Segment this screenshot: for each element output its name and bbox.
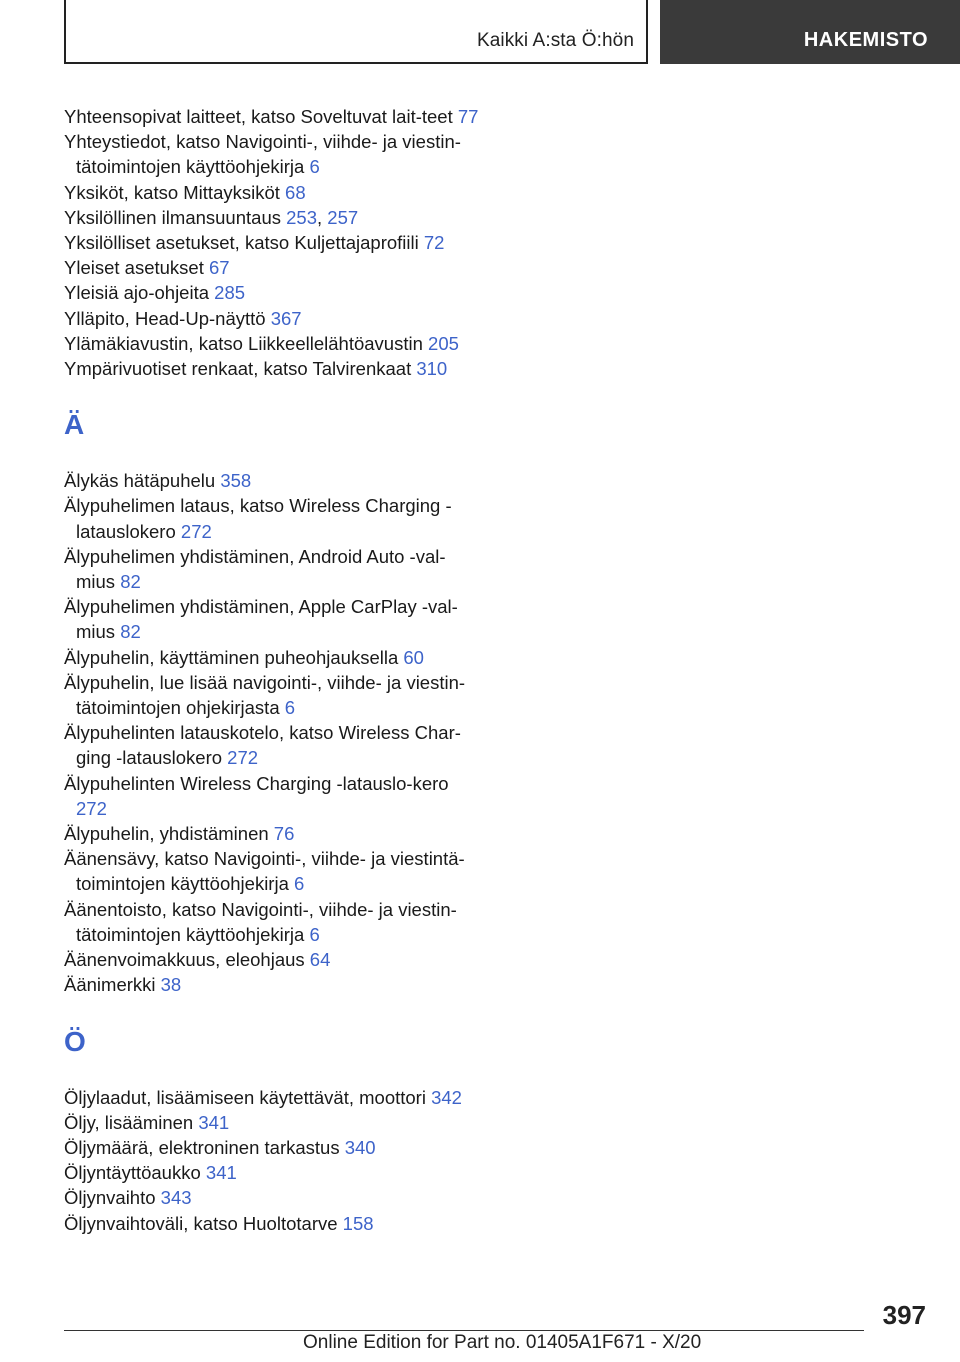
page-link[interactable]: 38: [160, 974, 182, 996]
page-link[interactable]: 341: [205, 1162, 237, 1184]
index-entry: [64, 594, 484, 644]
entry-text: Öljymäärä, elektroninen tarkastus: [64, 1136, 340, 1158]
index-entry: [64, 1211, 484, 1236]
index-entry: [64, 1185, 484, 1210]
index-entry: Yksilöllinen ilmansuuntaus 253, 257: [64, 206, 359, 228]
index-entry: [64, 493, 484, 543]
entry-text: Äänenvoimakkuus, eleohjaus: [64, 949, 305, 971]
page-link[interactable]: 72: [423, 232, 445, 254]
page-link[interactable]: 285: [214, 282, 246, 304]
page-link[interactable]: 82: [120, 571, 141, 593]
entry-text: Yleisiä ajo-ohjeita: [64, 282, 210, 304]
entry-text: Äänimerkki: [64, 974, 156, 996]
section-heading: Ö: [64, 1025, 86, 1057]
page-link[interactable]: 6: [309, 923, 320, 945]
index-entry: [64, 331, 484, 356]
page-link[interactable]: 272: [180, 520, 212, 542]
page-link[interactable]: 341: [198, 1111, 230, 1133]
page-link[interactable]: 343: [160, 1187, 192, 1209]
page-link[interactable]: 6: [284, 697, 296, 719]
index-entry: [64, 897, 484, 947]
entry-text: Älypuhelimen lataus, katso Wireless Charging -latauslokero: [64, 495, 452, 542]
page-link[interactable]: 257: [327, 206, 359, 228]
entry-text: Älypuhelin, yhdistäminen: [64, 823, 269, 845]
index-entry: [64, 356, 484, 381]
entry-text: Älypuhelinten latauskotelo, katso Wireless Char‐ging -latauslokero: [64, 722, 461, 769]
page-link[interactable]: 82: [120, 621, 141, 643]
entry-text: Ympärivuotiset renkaat, katso Talvirenkaat: [64, 358, 412, 380]
index-entry: [64, 1135, 484, 1160]
page-link[interactable]: 272: [227, 747, 259, 769]
entry-text: Öljynvaihto: [64, 1187, 156, 1209]
entry-text: Äänentoisto, katso Navigointi-, viihde- ja viestin‐tätoimintojen käyttöohjekirja: [64, 898, 457, 945]
index-entry: [64, 972, 484, 997]
page-link[interactable]: 358: [220, 470, 252, 492]
entry-text: Yleiset asetukset: [64, 257, 204, 279]
index-list: [64, 104, 484, 1236]
page-link[interactable]: 367: [270, 307, 302, 329]
index-entry: [64, 1160, 484, 1185]
page-link[interactable]: 205: [428, 332, 459, 354]
page-link[interactable]: 158: [342, 1212, 374, 1234]
section-label: HAKEMISTO: [803, 28, 928, 51]
page-link[interactable]: 60: [403, 646, 424, 668]
entry-text: Älypuhelin, lue lisää navigointi-, viihde- ja viestin‐tätoimintojen ohjekirjasta: [64, 671, 466, 719]
page-link[interactable]: 272: [76, 797, 107, 819]
index-entry: [64, 1110, 484, 1135]
entry-text: Öljylaadut, lisäämiseen käytettävät, moottori: [64, 1086, 426, 1108]
index-entry: [64, 645, 484, 670]
entry-text: Yksiköt, katso Mittayksiköt: [64, 181, 280, 203]
entry-text: Älypuhelinten Wireless Charging -latauslo‐kero: [64, 772, 449, 794]
page-link[interactable]: 310: [416, 358, 448, 380]
footer-edition: Online Edition for Part no. 01405A1F671 - X/20: [303, 1332, 702, 1353]
header-tab: [64, 0, 648, 64]
page-link[interactable]: 6: [294, 873, 305, 895]
index-entry: [64, 670, 484, 720]
page-number: 397: [882, 1300, 926, 1330]
index-entry: [64, 947, 484, 972]
index-entry: [64, 720, 484, 770]
index-entry: [64, 180, 484, 205]
entry-text: Äänensävy, katso Navigointi-, viihde- ja viestintä‐toimintojen käyttöohjekirja: [64, 848, 465, 895]
index-entry: [64, 129, 484, 179]
entry-text: Älypuhelimen yhdistäminen, Apple CarPlay -val‐mius: [64, 596, 458, 643]
index-entry: [64, 280, 484, 305]
index-entry: [64, 821, 484, 846]
page-link[interactable]: 64: [309, 949, 331, 971]
footer-divider: [64, 1330, 864, 1331]
page-link[interactable]: 342: [431, 1086, 462, 1108]
index-entry: [64, 230, 484, 255]
index-entry: [64, 104, 484, 129]
entry-text: Älykäs hätäpuhelu: [64, 470, 216, 492]
page-link[interactable]: 67: [209, 257, 230, 279]
index-entry: [64, 771, 484, 821]
entry-text: Älypuhelin, käyttäminen puheohjauksella: [64, 646, 399, 668]
header-tab-label: Kaikki A:sta Ö:hön: [476, 30, 634, 51]
entry-text: Älypuhelimen yhdistäminen, Android Auto -val‐mius: [64, 545, 446, 593]
index-entry: [64, 468, 484, 493]
entry-text: Yhteystiedot, katso Navigointi-, viihde- ja viestin‐tätoimintojen käyttöohjekirja: [64, 131, 461, 178]
entry-text: Ylläpito, Head-Up-näyttö: [64, 307, 266, 329]
entry-text: Yksilölliset asetukset, katso Kuljettajaprofiili: [64, 232, 419, 254]
entry-text: Yksilöllinen ilmansuuntaus: [64, 206, 281, 228]
index-entry: [64, 1085, 484, 1110]
section-heading: Ä: [64, 409, 85, 441]
index-entry: [64, 306, 484, 331]
section-header: [660, 0, 960, 64]
page-link[interactable]: 68: [285, 181, 306, 203]
entry-text: Öljy, lisääminen: [64, 1111, 194, 1133]
page-link[interactable]: 340: [344, 1136, 376, 1158]
index-entry: [64, 846, 484, 896]
index-entry: [64, 255, 484, 280]
page-link[interactable]: 253: [286, 206, 317, 228]
entry-text: Yhteensopivat laitteet, katso Soveltuvat lait‐teet: [64, 106, 453, 127]
entry-text: Öljynvaihtoväli, katso Huoltotarve: [64, 1212, 338, 1234]
index-entry: [64, 544, 484, 594]
page-link[interactable]: 77: [457, 106, 479, 127]
entry-text: Öljyntäyttöaukko: [64, 1162, 201, 1184]
entry-text: Ylämäkiavustin, katso Liikkeellelähtöavustin: [64, 332, 423, 354]
page-link[interactable]: 76: [273, 823, 295, 845]
page-link[interactable]: 6: [309, 156, 320, 178]
